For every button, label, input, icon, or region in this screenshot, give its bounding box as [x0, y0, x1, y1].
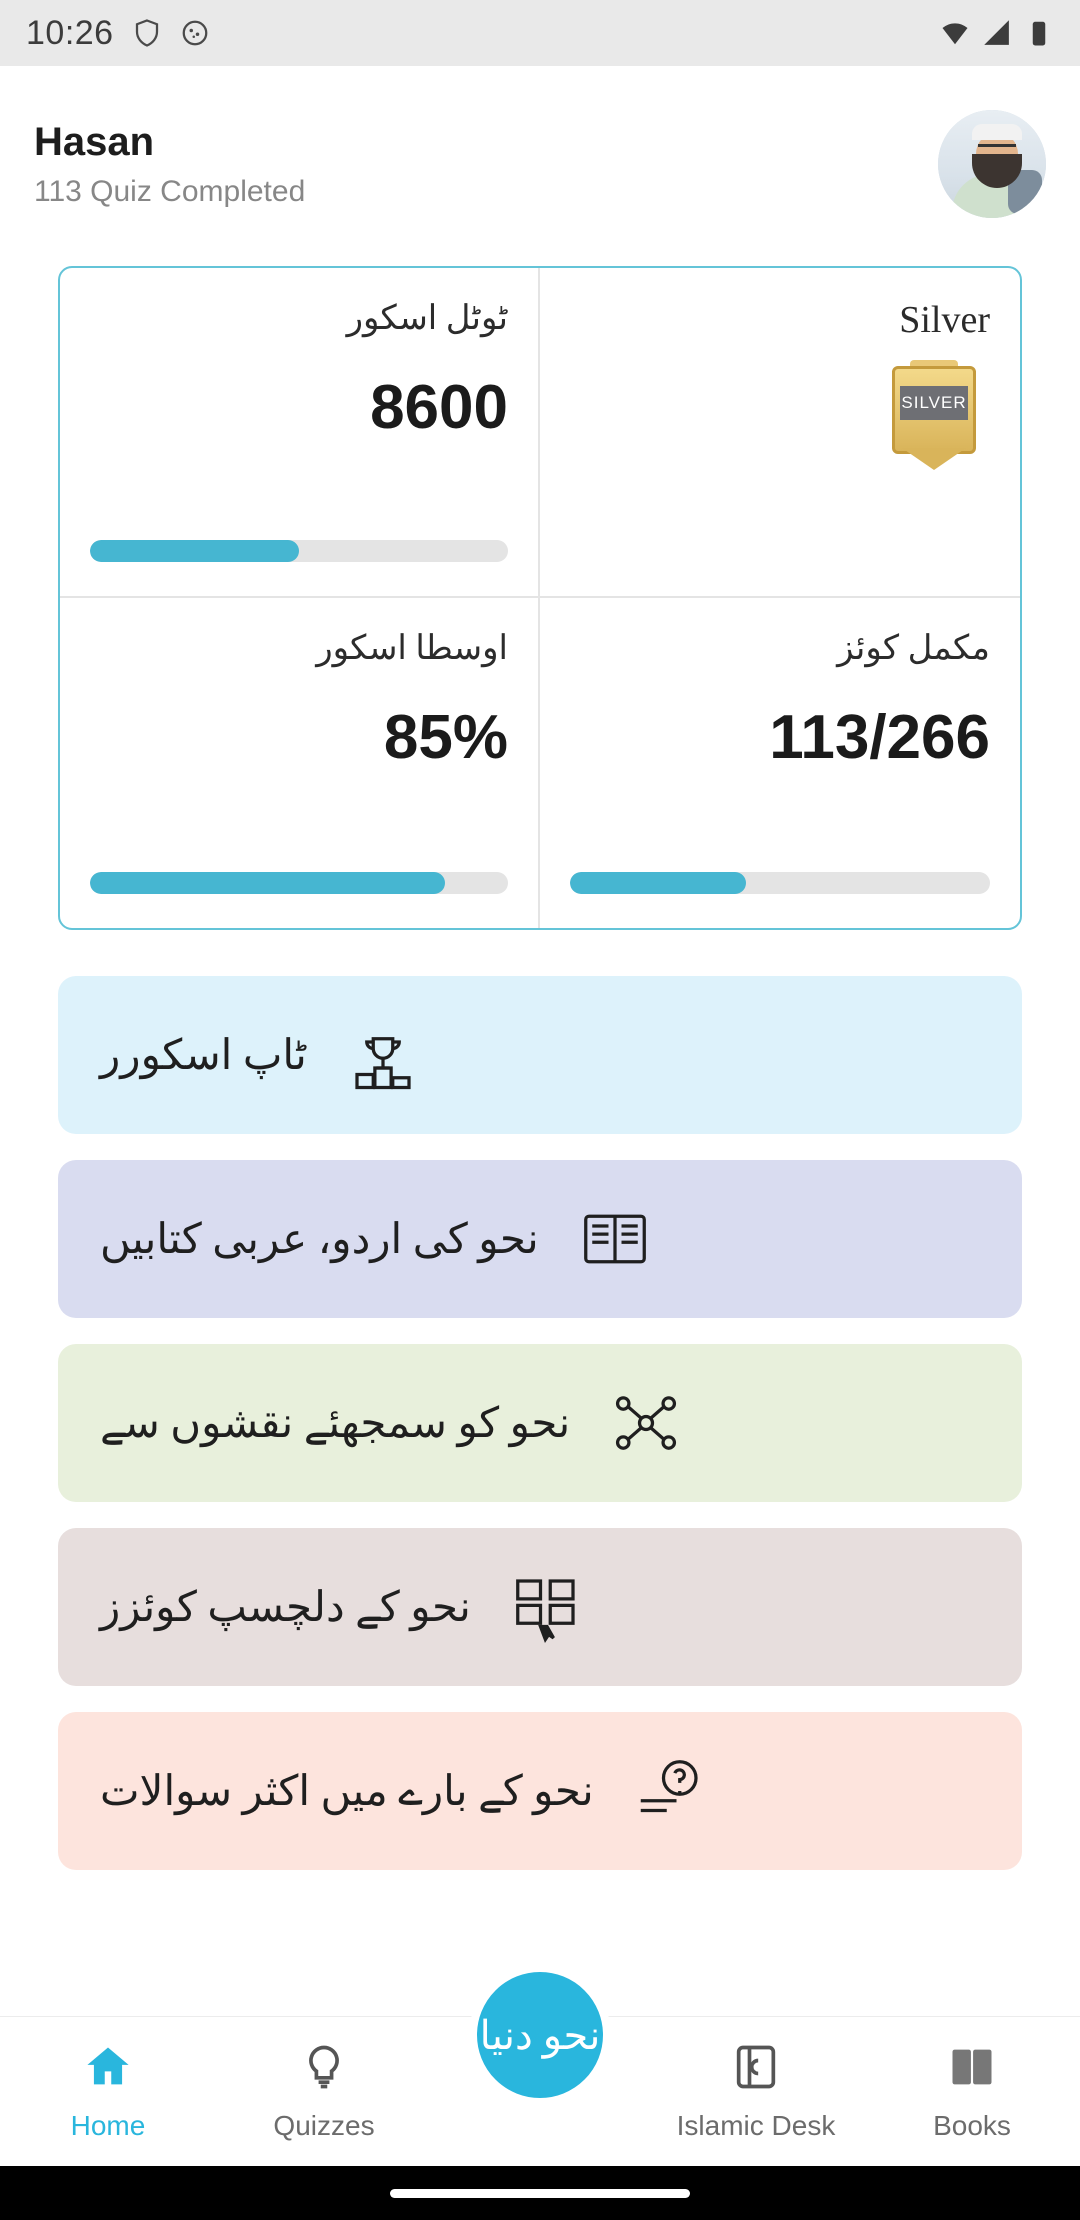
wifi-icon — [940, 18, 970, 48]
nav-item-islamic-desk[interactable] — [648, 2041, 864, 2142]
stat-average-score — [60, 598, 540, 928]
menu-item-books[interactable] — [58, 1160, 1022, 1318]
nav-label: Quizzes — [273, 2110, 375, 2141]
menu-item-label: نحو کو سمجھئے نقشوں سے — [100, 1401, 571, 1447]
podium-icon — [341, 1013, 425, 1097]
total-score-value: 8600 — [370, 373, 508, 442]
menu-item-faq[interactable] — [58, 1712, 1022, 1870]
status-bar-left — [26, 14, 210, 53]
completed-quiz-label: مکمل کوئز — [837, 630, 990, 667]
completed-quiz-progress — [570, 872, 990, 894]
stat-completed-quiz — [540, 598, 1020, 928]
quiz-completed-label: 113 Quiz Completed — [34, 175, 306, 208]
menu-item-label: نحو کے دلچسپ کوئزز — [100, 1585, 471, 1631]
quiz-cards-icon — [505, 1565, 589, 1649]
cookie-icon — [180, 18, 210, 48]
menu-item-label: نحو کی اردو، عربی کتابیں — [100, 1217, 539, 1263]
stat-total-score — [60, 268, 540, 598]
average-score-progress — [90, 872, 508, 894]
nav-item-books[interactable] — [864, 2041, 1080, 2142]
network-graph-icon — [604, 1381, 688, 1465]
avatar[interactable] — [938, 110, 1046, 218]
menu-list — [58, 976, 1022, 1870]
nav-item-quizzes[interactable] — [216, 2041, 432, 2142]
user-name: Hasan — [34, 120, 155, 164]
medal-badge-text: SILVER — [900, 386, 968, 420]
total-score-label: ٹوٹل اسکور — [346, 300, 508, 337]
average-score-value: 85% — [383, 703, 508, 772]
books-icon — [946, 2041, 998, 2098]
home-icon — [82, 2041, 134, 2098]
nav-item-home[interactable] — [0, 2041, 216, 2142]
completed-quiz-value: 113/266 — [769, 703, 990, 772]
signal-icon — [982, 18, 1012, 48]
nav-label: Books — [933, 2110, 1011, 2141]
total-score-progress — [90, 540, 508, 562]
average-score-label: اوسطا اسکور — [316, 630, 508, 667]
menu-item-top-scorer[interactable] — [58, 976, 1022, 1134]
profile-header — [0, 66, 1080, 238]
nav-label: Home — [70, 2110, 146, 2141]
stat-rank — [540, 268, 1020, 598]
gesture-bar[interactable] — [0, 2166, 1080, 2220]
bulb-icon — [298, 2041, 350, 2098]
menu-item-label: ٹاپ اسکورر — [100, 1033, 307, 1079]
islamic-desk-icon — [730, 2041, 782, 2098]
menu-item-quizzes[interactable] — [58, 1528, 1022, 1686]
clock: 10:26 — [26, 13, 114, 52]
status-bar-right — [940, 18, 1054, 48]
question-icon — [628, 1749, 712, 1833]
menu-item-label: نحو کے بارے میں اکثر سوالات — [100, 1769, 594, 1815]
rank-label: Silver — [899, 299, 990, 341]
silver-medal-icon — [892, 366, 976, 470]
nahw-dunya-fab-button[interactable]: نحو دنیا — [469, 1964, 611, 2106]
open-book-icon — [573, 1197, 657, 1281]
battery-icon — [1024, 18, 1054, 48]
profile-text — [34, 119, 305, 209]
bottom-navigation — [0, 2012, 1080, 2220]
nav-label: Islamic Desk — [676, 2110, 836, 2141]
stats-card — [58, 266, 1022, 930]
shield-icon — [132, 18, 162, 48]
menu-item-charts[interactable] — [58, 1344, 1022, 1502]
status-bar — [0, 0, 1080, 66]
